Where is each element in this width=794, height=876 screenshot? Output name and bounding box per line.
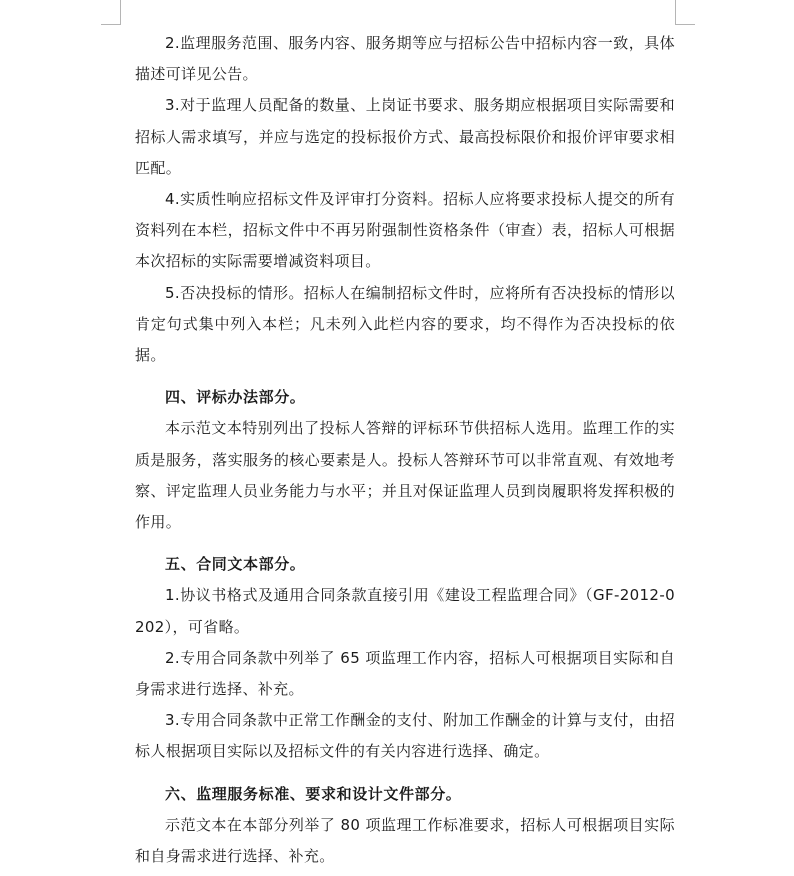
page-corner-mark-top-right xyxy=(675,0,695,25)
paragraph-contract-item-2[interactable]: 2.专用合同条款中列举了 65 项监理工作内容，招标人可根据项目实际和自身需求进行选择、补充。 xyxy=(135,648,675,699)
document-body[interactable] xyxy=(135,28,675,872)
section-heading-service-standards[interactable]: 六、监理服务标准、要求和设计文件部分。 xyxy=(165,784,462,803)
paragraph-contract-item-3[interactable]: 3.专用合同条款中正常工作酬金的支付、附加工作酬金的计算与支付，由招标人根据项目实际以及招标文件的有关内容进行选择、确定。 xyxy=(135,711,675,761)
paragraph-service-standards[interactable]: 示范文本在本部分列举了 80 项监理工作标准要求，招标人可根据项目实际和自身需求进行选择、补充。 xyxy=(135,815,675,866)
page-corner-mark-top-left xyxy=(101,0,121,25)
paragraph-contract-item-1[interactable]: 1.协议书格式及通用合同条款直接引用《建设工程监理合同》（GF-2012-0202），可省略。 xyxy=(135,586,675,636)
section-heading-evaluation-method[interactable]: 四、评标办法部分。 xyxy=(165,388,306,407)
paragraph-item-2[interactable]: 2.监理服务范围、服务内容、服务期等应与招标公告中招标内容一致，具体描述可详见公告。 xyxy=(135,34,675,84)
paragraph-item-5[interactable]: 5.否决投标的情形。招标人在编制招标文件时，应将所有否决投标的情形以肯定句式集中列入本栏；凡未列入此栏内容的要求，均不得作为否决投标的依据。 xyxy=(135,283,675,365)
section-heading-contract-text[interactable]: 五、合同文本部分。 xyxy=(165,555,306,574)
paragraph-item-4[interactable]: 4.实质性响应招标文件及评审打分资料。招标人应将要求投标人提交的所有资料列在本栏，招标文件中不再另附强制性资格条件（审查）表，招标人可根据本次招标的实际需要增减资料项目。 xyxy=(135,190,675,271)
paragraph-evaluation-method[interactable]: 本示范文本特别列出了投标人答辩的评标环节供招标人选用。监理工作的实质是服务，落实服务的核心要素是人。投标人答辩环节可以非常直观、有效地考察、评定监理人员业务能力与水平；并且对保证监理人员到岗履职将发挥积极的作用。 xyxy=(135,419,675,532)
paragraph-item-3[interactable]: 3.对于监理人员配备的数量、上岗证书要求、服务期应根据项目实际需要和招标人需求填写，并应与选定的投标报价方式、最高投标限价和报价评审要求相匹配。 xyxy=(135,96,675,177)
